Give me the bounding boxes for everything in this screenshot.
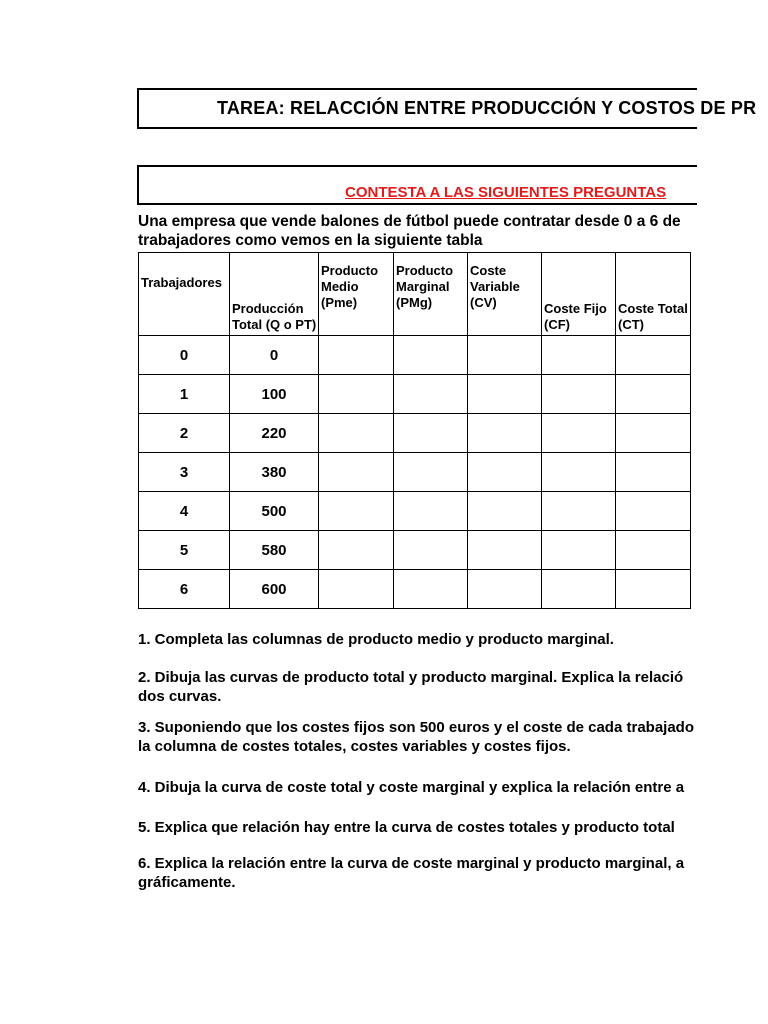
cell-trabajadores: 5 <box>139 531 230 570</box>
cell-pmg <box>394 531 468 570</box>
cell-cv <box>468 375 542 414</box>
cell-produccion-total: 380 <box>230 453 319 492</box>
cell-trabajadores: 1 <box>139 375 230 414</box>
cell-cf <box>542 414 616 453</box>
cell-cv <box>468 570 542 609</box>
cell-trabajadores: 3 <box>139 453 230 492</box>
cell-cf <box>542 531 616 570</box>
header-coste-fijo <box>542 253 616 336</box>
table-row <box>139 531 691 570</box>
question-6-line-2: gráficamente. <box>138 874 236 891</box>
table-row <box>139 336 691 375</box>
header-pmg-line-1: Producto <box>396 263 454 278</box>
header-ct-line-2: (CT) <box>618 317 644 332</box>
question-3 <box>138 718 694 756</box>
table-row <box>139 414 691 453</box>
instructions-heading: CONTESTA A LAS SIGUIENTES PREGUNTAS <box>345 184 667 201</box>
table-header-row <box>139 253 691 336</box>
header-cv-line-1: Coste <box>470 263 507 278</box>
question-6 <box>138 854 684 892</box>
cell-ct <box>616 570 691 609</box>
question-2-line-1: 2. Dibuja las curvas de producto total y producto marginal. Explica la relació <box>138 669 684 686</box>
cell-cf <box>542 336 616 375</box>
cell-ct <box>616 492 691 531</box>
header-pme-line-3: (Pme) <box>321 295 358 310</box>
cell-pme <box>319 492 394 531</box>
question-1: 1. Completa las columnas de producto medio y producto marginal. <box>138 631 614 648</box>
header-producto-medio <box>319 253 394 336</box>
cell-cf <box>542 492 616 531</box>
cell-pme <box>319 414 394 453</box>
cell-cv <box>468 453 542 492</box>
intro-line-1: Una empresa que vende balones de fútbol puede contratar desde 0 a 6 de <box>138 213 681 230</box>
cell-cv <box>468 414 542 453</box>
cell-pmg <box>394 336 468 375</box>
header-pmg-line-3: (PMg) <box>396 295 433 310</box>
cell-ct <box>616 414 691 453</box>
cell-trabajadores: 0 <box>139 336 230 375</box>
cell-produccion-total: 0 <box>230 336 319 375</box>
cell-cf <box>542 375 616 414</box>
question-4: 4. Dibuja la curva de coste total y coste marginal y explica la relación entre a <box>138 779 685 796</box>
cell-pmg <box>394 414 468 453</box>
cell-cv <box>468 336 542 375</box>
title-box <box>137 88 757 129</box>
table-row <box>139 570 691 609</box>
header-cv-line-3: (CV) <box>470 295 497 310</box>
header-cv-line-2: Variable <box>470 279 520 294</box>
intro-line-2: trabajadores como vemos en la siguiente tabla <box>138 232 483 249</box>
question-2 <box>138 668 683 706</box>
header-pt-line-2: Total (Q o PT) <box>232 317 317 332</box>
table-body <box>139 336 691 609</box>
header-producto-marginal <box>394 253 468 336</box>
cell-produccion-total: 500 <box>230 492 319 531</box>
header-pme-line-1: Producto <box>321 263 379 278</box>
header-cf-line-1: Coste Fijo <box>544 301 607 316</box>
cell-trabajadores: 4 <box>139 492 230 531</box>
header-trabajadores <box>139 253 230 336</box>
table-row <box>139 492 691 531</box>
header-produccion-total <box>230 253 319 336</box>
cell-ct <box>616 531 691 570</box>
table-row <box>139 375 691 414</box>
table-row <box>139 453 691 492</box>
production-table <box>138 252 691 609</box>
header-coste-variable <box>468 253 542 336</box>
page-title: TAREA: RELACCIÓN ENTRE PRODUCCIÓN Y COSTOS DE PR <box>217 98 757 118</box>
cell-pme <box>319 453 394 492</box>
cell-produccion-total: 100 <box>230 375 319 414</box>
cell-pmg <box>394 492 468 531</box>
cell-pme <box>319 375 394 414</box>
cell-pme <box>319 336 394 375</box>
cell-ct <box>616 453 691 492</box>
subtitle-box <box>137 165 697 205</box>
cell-pmg <box>394 570 468 609</box>
header-cf-line-2: (CF) <box>544 317 570 332</box>
cell-produccion-total: 600 <box>230 570 319 609</box>
question-3-line-2: la columna de costes totales, costes variables y costes fijos. <box>138 738 571 755</box>
header-ct-line-1: Coste Total <box>618 301 688 316</box>
cell-ct <box>616 375 691 414</box>
header-trabajadores-label: Trabajadores <box>141 275 222 290</box>
header-pme-line-2: Medio <box>321 279 359 294</box>
intro-text <box>138 212 698 250</box>
header-pmg-line-2: Marginal <box>396 279 450 294</box>
question-5: 5. Explica que relación hay entre la curva de costes totales y producto total <box>138 819 675 836</box>
cell-trabajadores: 2 <box>139 414 230 453</box>
question-6-line-1: 6. Explica la relación entre la curva de coste marginal y producto marginal, a <box>138 855 685 872</box>
question-2-line-2: dos curvas. <box>138 688 222 705</box>
header-coste-total <box>616 253 691 336</box>
cell-ct <box>616 336 691 375</box>
cell-cv <box>468 531 542 570</box>
question-3-line-1: 3. Suponiendo que los costes fijos son 500 euros y el coste de cada trabajado <box>138 719 694 736</box>
cell-trabajadores: 6 <box>139 570 230 609</box>
cell-pmg <box>394 375 468 414</box>
cell-produccion-total: 580 <box>230 531 319 570</box>
cell-cf <box>542 570 616 609</box>
cell-pme <box>319 531 394 570</box>
header-pt-line-1: Producción <box>232 301 304 316</box>
cell-cf <box>542 453 616 492</box>
cell-cv <box>468 492 542 531</box>
cell-produccion-total: 220 <box>230 414 319 453</box>
cell-pmg <box>394 453 468 492</box>
cell-pme <box>319 570 394 609</box>
